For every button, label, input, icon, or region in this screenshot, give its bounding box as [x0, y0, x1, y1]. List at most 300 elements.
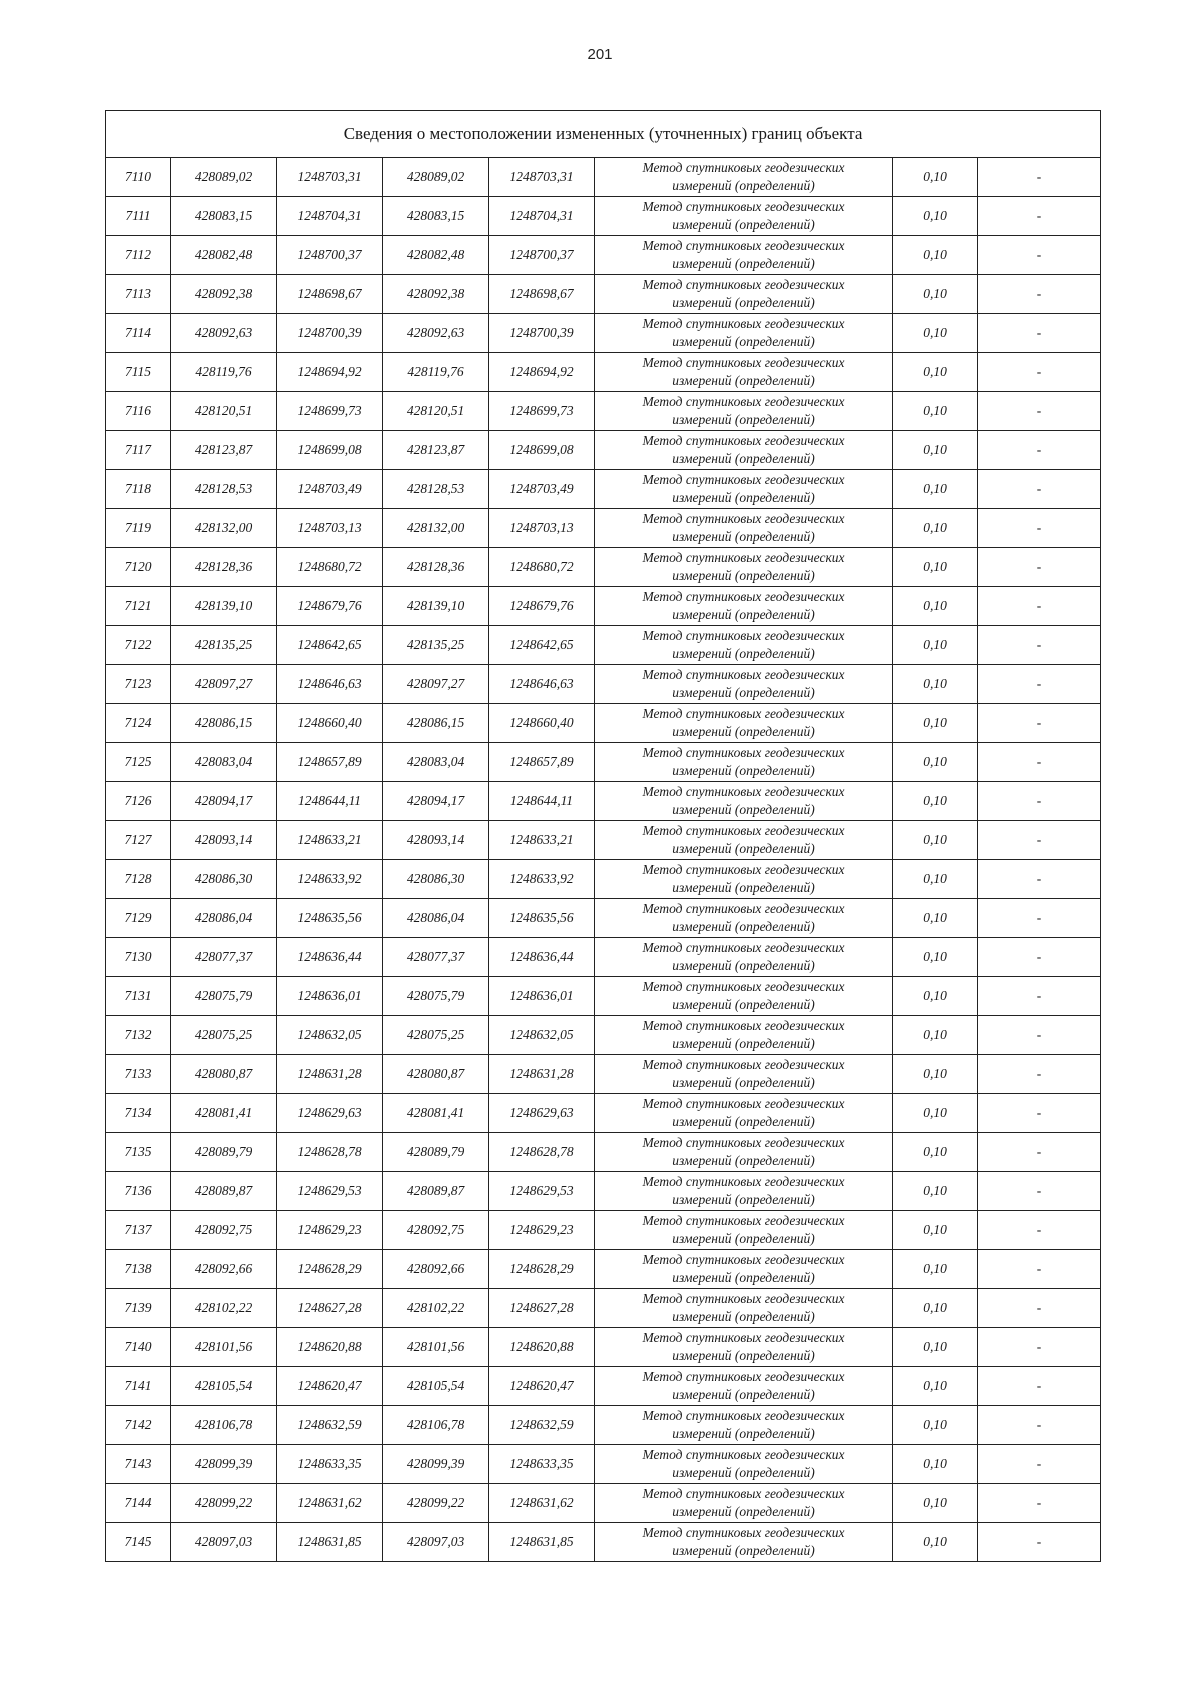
y-existing-cell: 1248629,63 [277, 1094, 383, 1133]
method-line-1: Метод спутниковых геодезических [642, 1135, 845, 1150]
accuracy-cell: 0,10 [893, 977, 978, 1016]
x-new-cell: 428106,78 [383, 1406, 489, 1445]
x-existing-cell: 428120,51 [171, 392, 277, 431]
method-cell [595, 1250, 893, 1289]
point-number-cell: 7118 [106, 470, 171, 509]
accuracy-cell: 0,10 [893, 821, 978, 860]
method-cell [595, 314, 893, 353]
accuracy-cell: 0,10 [893, 665, 978, 704]
y-existing-cell: 1248629,23 [277, 1211, 383, 1250]
y-existing-cell: 1248631,85 [277, 1523, 383, 1562]
accuracy-cell: 0,10 [893, 1250, 978, 1289]
table-row [106, 1484, 1101, 1523]
description-cell: - [978, 1250, 1101, 1289]
method-cell [595, 392, 893, 431]
x-new-cell: 428139,10 [383, 587, 489, 626]
method-line-1: Метод спутниковых геодезических [642, 511, 845, 526]
method-line-2: измерений (определений) [672, 1465, 815, 1480]
y-existing-cell: 1248699,73 [277, 392, 383, 431]
y-existing-cell: 1248633,21 [277, 821, 383, 860]
table-row [106, 1094, 1101, 1133]
table-row [106, 1445, 1101, 1484]
point-number-cell: 7115 [106, 353, 171, 392]
method-line-2: измерений (определений) [672, 373, 815, 388]
table-row [106, 821, 1101, 860]
accuracy-cell: 0,10 [893, 1133, 978, 1172]
x-existing-cell: 428099,39 [171, 1445, 277, 1484]
description-cell: - [978, 1484, 1101, 1523]
method-line-2: измерений (определений) [672, 1387, 815, 1402]
page-number: 201 [587, 46, 613, 63]
method-line-1: Метод спутниковых геодезических [642, 823, 845, 838]
table-row [106, 743, 1101, 782]
method-cell [595, 1328, 893, 1367]
description-cell: - [978, 1055, 1101, 1094]
accuracy-cell: 0,10 [893, 587, 978, 626]
y-existing-cell: 1248635,56 [277, 899, 383, 938]
point-number-cell: 7124 [106, 704, 171, 743]
description-cell: - [978, 1094, 1101, 1133]
accuracy-cell: 0,10 [893, 1289, 978, 1328]
accuracy-cell: 0,10 [893, 1211, 978, 1250]
x-existing-cell: 428092,63 [171, 314, 277, 353]
y-new-cell: 1248631,62 [489, 1484, 595, 1523]
accuracy-cell: 0,10 [893, 275, 978, 314]
description-cell: - [978, 626, 1101, 665]
y-new-cell: 1248629,63 [489, 1094, 595, 1133]
description-cell: - [978, 470, 1101, 509]
x-new-cell: 428089,87 [383, 1172, 489, 1211]
method-line-2: измерений (определений) [672, 841, 815, 856]
x-existing-cell: 428094,17 [171, 782, 277, 821]
method-line-2: измерений (определений) [672, 1153, 815, 1168]
point-number-cell: 7132 [106, 1016, 171, 1055]
x-existing-cell: 428092,38 [171, 275, 277, 314]
method-line-1: Метод спутниковых геодезических [642, 394, 845, 409]
method-line-1: Метод спутниковых геодезических [642, 1096, 845, 1111]
x-new-cell: 428128,53 [383, 470, 489, 509]
description-cell: - [978, 236, 1101, 275]
method-cell [595, 548, 893, 587]
method-line-2: измерений (определений) [672, 646, 815, 661]
method-cell [595, 860, 893, 899]
method-line-2: измерений (определений) [672, 178, 815, 193]
x-new-cell: 428086,30 [383, 860, 489, 899]
y-existing-cell: 1248642,65 [277, 626, 383, 665]
method-line-1: Метод спутниковых геодезических [642, 667, 845, 682]
method-line-1: Метод спутниковых геодезических [642, 862, 845, 877]
y-new-cell: 1248703,49 [489, 470, 595, 509]
description-cell: - [978, 665, 1101, 704]
method-line-1: Метод спутниковых геодезических [642, 238, 845, 253]
method-line-1: Метод спутниковых геодезических [642, 1213, 845, 1228]
y-new-cell: 1248642,65 [489, 626, 595, 665]
y-new-cell: 1248679,76 [489, 587, 595, 626]
y-new-cell: 1248627,28 [489, 1289, 595, 1328]
accuracy-cell: 0,10 [893, 704, 978, 743]
accuracy-cell: 0,10 [893, 392, 978, 431]
y-new-cell: 1248700,39 [489, 314, 595, 353]
table-row [106, 1328, 1101, 1367]
accuracy-cell: 0,10 [893, 743, 978, 782]
x-new-cell: 428082,48 [383, 236, 489, 275]
method-cell [595, 1484, 893, 1523]
y-new-cell: 1248632,59 [489, 1406, 595, 1445]
table-header-row [106, 111, 1101, 158]
y-existing-cell: 1248628,78 [277, 1133, 383, 1172]
x-new-cell: 428093,14 [383, 821, 489, 860]
method-line-1: Метод спутниковых геодезических [642, 550, 845, 565]
method-line-2: измерений (определений) [672, 685, 815, 700]
method-line-2: измерений (определений) [672, 880, 815, 895]
y-existing-cell: 1248660,40 [277, 704, 383, 743]
method-line-2: измерений (определений) [672, 529, 815, 544]
y-existing-cell: 1248703,49 [277, 470, 383, 509]
description-cell: - [978, 1016, 1101, 1055]
y-new-cell: 1248629,23 [489, 1211, 595, 1250]
method-line-1: Метод спутниковых геодезических [642, 940, 845, 955]
y-new-cell: 1248620,47 [489, 1367, 595, 1406]
x-existing-cell: 428086,04 [171, 899, 277, 938]
description-cell: - [978, 1328, 1101, 1367]
method-line-2: измерений (определений) [672, 958, 815, 973]
y-new-cell: 1248704,31 [489, 197, 595, 236]
table-row [106, 236, 1101, 275]
y-existing-cell: 1248694,92 [277, 353, 383, 392]
point-number-cell: 7137 [106, 1211, 171, 1250]
table-row [106, 548, 1101, 587]
x-new-cell: 428092,66 [383, 1250, 489, 1289]
y-existing-cell: 1248631,62 [277, 1484, 383, 1523]
x-existing-cell: 428093,14 [171, 821, 277, 860]
point-number-cell: 7123 [106, 665, 171, 704]
y-existing-cell: 1248703,31 [277, 158, 383, 197]
method-cell [595, 158, 893, 197]
description-cell: - [978, 1289, 1101, 1328]
method-line-1: Метод спутниковых геодезических [642, 355, 845, 370]
y-new-cell: 1248700,37 [489, 236, 595, 275]
point-number-cell: 7117 [106, 431, 171, 470]
method-line-2: измерений (определений) [672, 1309, 815, 1324]
x-existing-cell: 428132,00 [171, 509, 277, 548]
method-cell [595, 1523, 893, 1562]
x-new-cell: 428097,27 [383, 665, 489, 704]
y-new-cell: 1248620,88 [489, 1328, 595, 1367]
description-cell: - [978, 704, 1101, 743]
x-new-cell: 428075,25 [383, 1016, 489, 1055]
table-row [106, 626, 1101, 665]
x-existing-cell: 428105,54 [171, 1367, 277, 1406]
y-new-cell: 1248703,31 [489, 158, 595, 197]
x-existing-cell: 428139,10 [171, 587, 277, 626]
x-new-cell: 428075,79 [383, 977, 489, 1016]
y-new-cell: 1248694,92 [489, 353, 595, 392]
method-line-1: Метод спутниковых геодезических [642, 628, 845, 643]
method-line-2: измерений (определений) [672, 1075, 815, 1090]
accuracy-cell: 0,10 [893, 1094, 978, 1133]
table-row [106, 1133, 1101, 1172]
method-cell [595, 899, 893, 938]
y-existing-cell: 1248699,08 [277, 431, 383, 470]
y-new-cell: 1248628,29 [489, 1250, 595, 1289]
accuracy-cell: 0,10 [893, 1172, 978, 1211]
method-cell [595, 1172, 893, 1211]
point-number-cell: 7138 [106, 1250, 171, 1289]
y-new-cell: 1248629,53 [489, 1172, 595, 1211]
x-existing-cell: 428089,02 [171, 158, 277, 197]
method-cell [595, 626, 893, 665]
table-row [106, 665, 1101, 704]
x-existing-cell: 428086,15 [171, 704, 277, 743]
method-line-2: измерений (определений) [672, 1036, 815, 1051]
table-row [106, 197, 1101, 236]
description-cell: - [978, 392, 1101, 431]
y-existing-cell: 1248628,29 [277, 1250, 383, 1289]
y-new-cell: 1248636,44 [489, 938, 595, 977]
point-number-cell: 7112 [106, 236, 171, 275]
table-row [106, 1250, 1101, 1289]
point-number-cell: 7142 [106, 1406, 171, 1445]
y-existing-cell: 1248620,88 [277, 1328, 383, 1367]
method-line-1: Метод спутниковых геодезических [642, 1408, 845, 1423]
table-row [106, 1406, 1101, 1445]
x-new-cell: 428132,00 [383, 509, 489, 548]
method-cell [595, 938, 893, 977]
y-existing-cell: 1248700,37 [277, 236, 383, 275]
point-number-cell: 7134 [106, 1094, 171, 1133]
point-number-cell: 7121 [106, 587, 171, 626]
table-title: Сведения о местоположении измененных (уточненных) границ объекта [106, 111, 1101, 158]
y-new-cell: 1248698,67 [489, 275, 595, 314]
method-line-2: измерений (определений) [672, 1504, 815, 1519]
method-line-1: Метод спутниковых геодезических [642, 1057, 845, 1072]
y-existing-cell: 1248629,53 [277, 1172, 383, 1211]
description-cell: - [978, 743, 1101, 782]
x-existing-cell: 428101,56 [171, 1328, 277, 1367]
method-cell [595, 236, 893, 275]
table-row [106, 1016, 1101, 1055]
description-cell: - [978, 1172, 1101, 1211]
method-cell [595, 197, 893, 236]
description-cell: - [978, 821, 1101, 860]
method-cell [595, 587, 893, 626]
method-line-2: измерений (определений) [672, 1114, 815, 1129]
method-line-2: измерений (определений) [672, 256, 815, 271]
method-line-1: Метод спутниковых геодезических [642, 901, 845, 916]
point-number-cell: 7111 [106, 197, 171, 236]
y-existing-cell: 1248636,44 [277, 938, 383, 977]
x-new-cell: 428102,22 [383, 1289, 489, 1328]
table-row [106, 1172, 1101, 1211]
point-number-cell: 7110 [106, 158, 171, 197]
x-existing-cell: 428075,79 [171, 977, 277, 1016]
description-cell: - [978, 158, 1101, 197]
x-existing-cell: 428102,22 [171, 1289, 277, 1328]
accuracy-cell: 0,10 [893, 353, 978, 392]
x-new-cell: 428092,63 [383, 314, 489, 353]
table-row [106, 158, 1101, 197]
y-existing-cell: 1248704,31 [277, 197, 383, 236]
method-cell [595, 1289, 893, 1328]
x-new-cell: 428089,02 [383, 158, 489, 197]
method-cell [595, 821, 893, 860]
y-new-cell: 1248699,08 [489, 431, 595, 470]
x-new-cell: 428086,15 [383, 704, 489, 743]
x-existing-cell: 428123,87 [171, 431, 277, 470]
x-new-cell: 428101,56 [383, 1328, 489, 1367]
method-cell [595, 1016, 893, 1055]
x-existing-cell: 428086,30 [171, 860, 277, 899]
description-cell: - [978, 1523, 1101, 1562]
method-line-2: измерений (определений) [672, 997, 815, 1012]
y-new-cell: 1248628,78 [489, 1133, 595, 1172]
description-cell: - [978, 782, 1101, 821]
point-number-cell: 7139 [106, 1289, 171, 1328]
method-line-1: Метод спутниковых геодезических [642, 472, 845, 487]
x-new-cell: 428089,79 [383, 1133, 489, 1172]
table-row [106, 275, 1101, 314]
y-new-cell: 1248660,40 [489, 704, 595, 743]
description-cell: - [978, 587, 1101, 626]
x-new-cell: 428097,03 [383, 1523, 489, 1562]
y-new-cell: 1248633,35 [489, 1445, 595, 1484]
method-line-1: Метод спутниковых геодезических [642, 745, 845, 760]
table-row [106, 431, 1101, 470]
x-existing-cell: 428097,27 [171, 665, 277, 704]
accuracy-cell: 0,10 [893, 1406, 978, 1445]
x-new-cell: 428092,38 [383, 275, 489, 314]
method-line-1: Метод спутниковых геодезических [642, 1018, 845, 1033]
accuracy-cell: 0,10 [893, 158, 978, 197]
point-number-cell: 7125 [106, 743, 171, 782]
method-cell [595, 665, 893, 704]
table-body [106, 158, 1101, 1562]
method-line-2: измерений (определений) [672, 607, 815, 622]
x-existing-cell: 428092,75 [171, 1211, 277, 1250]
y-new-cell: 1248632,05 [489, 1016, 595, 1055]
point-number-cell: 7135 [106, 1133, 171, 1172]
y-existing-cell: 1248627,28 [277, 1289, 383, 1328]
table-row [106, 1055, 1101, 1094]
method-line-1: Метод спутниковых геодезических [642, 1525, 845, 1540]
method-cell [595, 782, 893, 821]
description-cell: - [978, 1367, 1101, 1406]
y-new-cell: 1248633,92 [489, 860, 595, 899]
method-cell [595, 1094, 893, 1133]
method-line-1: Метод спутниковых геодезических [642, 316, 845, 331]
x-existing-cell: 428119,76 [171, 353, 277, 392]
y-existing-cell: 1248636,01 [277, 977, 383, 1016]
description-cell: - [978, 275, 1101, 314]
method-line-2: измерений (определений) [672, 1231, 815, 1246]
table-row [106, 314, 1101, 353]
table-row [106, 977, 1101, 1016]
y-existing-cell: 1248646,63 [277, 665, 383, 704]
method-line-1: Метод спутниковых геодезических [642, 589, 845, 604]
method-cell [595, 743, 893, 782]
method-line-2: измерений (определений) [672, 217, 815, 232]
point-number-cell: 7133 [106, 1055, 171, 1094]
table-row [106, 470, 1101, 509]
method-line-2: измерений (определений) [672, 1543, 815, 1558]
point-number-cell: 7113 [106, 275, 171, 314]
point-number-cell: 7128 [106, 860, 171, 899]
accuracy-cell: 0,10 [893, 860, 978, 899]
method-line-2: измерений (определений) [672, 1348, 815, 1363]
accuracy-cell: 0,10 [893, 509, 978, 548]
y-new-cell: 1248703,13 [489, 509, 595, 548]
method-line-2: измерений (определений) [672, 451, 815, 466]
method-cell [595, 704, 893, 743]
point-number-cell: 7141 [106, 1367, 171, 1406]
point-number-cell: 7126 [106, 782, 171, 821]
method-cell [595, 1367, 893, 1406]
description-cell: - [978, 1445, 1101, 1484]
x-existing-cell: 428128,36 [171, 548, 277, 587]
method-line-2: измерений (определений) [672, 1270, 815, 1285]
method-line-2: измерений (определений) [672, 295, 815, 310]
method-line-1: Метод спутниковых геодезических [642, 1291, 845, 1306]
accuracy-cell: 0,10 [893, 236, 978, 275]
x-existing-cell: 428075,25 [171, 1016, 277, 1055]
method-cell [595, 431, 893, 470]
method-line-2: измерений (определений) [672, 724, 815, 739]
description-cell: - [978, 197, 1101, 236]
x-existing-cell: 428135,25 [171, 626, 277, 665]
method-line-2: измерений (определений) [672, 763, 815, 778]
method-line-2: измерений (определений) [672, 490, 815, 505]
x-new-cell: 428083,15 [383, 197, 489, 236]
method-cell [595, 1133, 893, 1172]
method-line-1: Метод спутниковых геодезических [642, 433, 845, 448]
x-existing-cell: 428089,79 [171, 1133, 277, 1172]
method-line-2: измерений (определений) [672, 1192, 815, 1207]
method-line-1: Метод спутниковых геодезических [642, 160, 845, 175]
y-existing-cell: 1248700,39 [277, 314, 383, 353]
description-cell: - [978, 938, 1101, 977]
x-existing-cell: 428092,66 [171, 1250, 277, 1289]
x-new-cell: 428080,87 [383, 1055, 489, 1094]
point-number-cell: 7127 [106, 821, 171, 860]
x-new-cell: 428135,25 [383, 626, 489, 665]
table-row [106, 1367, 1101, 1406]
y-existing-cell: 1248633,35 [277, 1445, 383, 1484]
table-row [106, 782, 1101, 821]
y-new-cell: 1248631,85 [489, 1523, 595, 1562]
y-existing-cell: 1248680,72 [277, 548, 383, 587]
method-cell [595, 470, 893, 509]
x-new-cell: 428119,76 [383, 353, 489, 392]
point-number-cell: 7130 [106, 938, 171, 977]
x-new-cell: 428123,87 [383, 431, 489, 470]
method-line-2: измерений (определений) [672, 568, 815, 583]
accuracy-cell: 0,10 [893, 1328, 978, 1367]
y-new-cell: 1248646,63 [489, 665, 595, 704]
method-line-1: Метод спутниковых геодезических [642, 1174, 845, 1189]
description-cell: - [978, 509, 1101, 548]
method-line-1: Метод спутниковых геодезических [642, 1447, 845, 1462]
accuracy-cell: 0,10 [893, 1523, 978, 1562]
y-new-cell: 1248657,89 [489, 743, 595, 782]
method-cell [595, 977, 893, 1016]
method-cell [595, 509, 893, 548]
description-cell: - [978, 548, 1101, 587]
point-number-cell: 7120 [106, 548, 171, 587]
y-existing-cell: 1248703,13 [277, 509, 383, 548]
method-line-2: измерений (определений) [672, 334, 815, 349]
x-existing-cell: 428077,37 [171, 938, 277, 977]
description-cell: - [978, 353, 1101, 392]
